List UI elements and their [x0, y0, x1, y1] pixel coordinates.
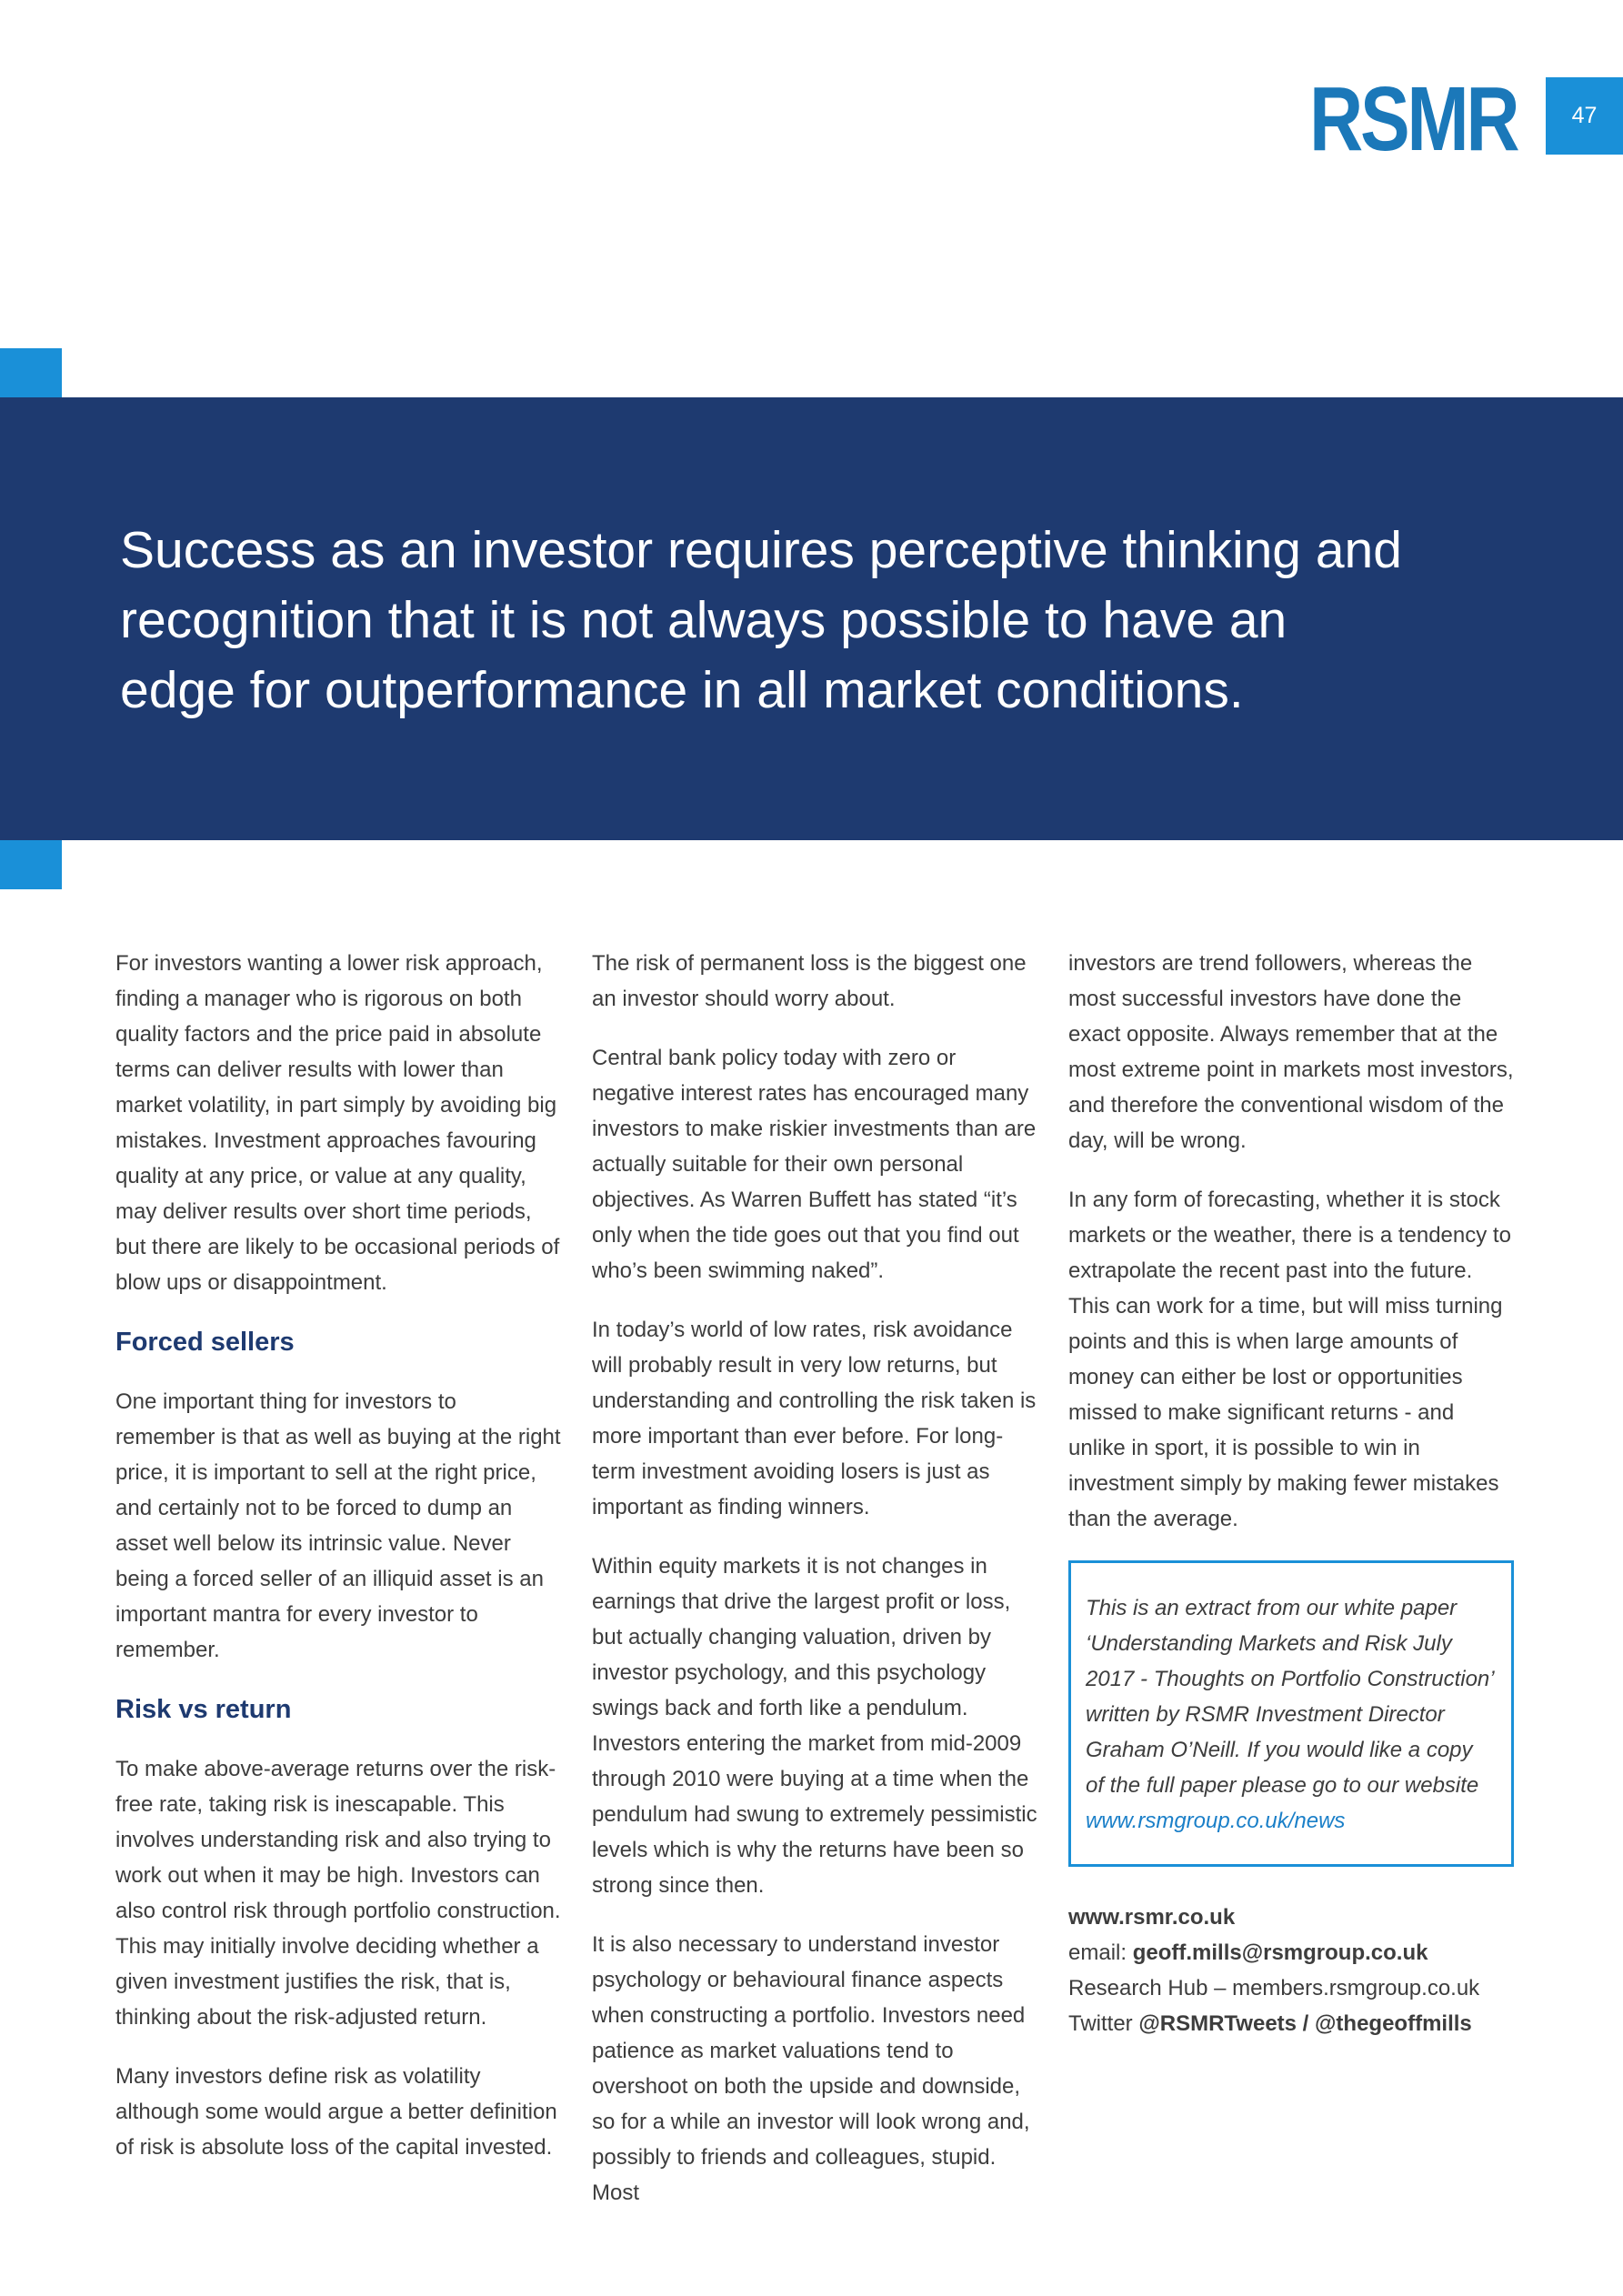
paragraph: In today’s world of low rates, risk avoidance will probably result in very low returns, but understanding and controlling the risk taken is more important than ever before. For long-term investment avoiding losers is just as important as finding winners.: [592, 1318, 1037, 1519]
accent-block-top: [0, 348, 62, 397]
twitter-label: Twitter: [1068, 2011, 1133, 2036]
page-number: 47: [1546, 77, 1623, 155]
section-heading-forced-sellers: Forced sellers: [115, 1328, 295, 1357]
email-label: email:: [1068, 1940, 1127, 1965]
extract-link[interactable]: www.rsmgroup.co.uk/news: [1086, 1809, 1346, 1833]
twitter-handles[interactable]: @RSMRTweets / @thegeoffmills: [1138, 2011, 1472, 2036]
paragraph: It is also necessary to understand investor psychology or behavioural finance aspects when constructing a portfolio. Investors need patience as market valuations tend to overshoot on both the upside and downside, so for a while an investor will look wrong and, possibly to friends and colleagues, stupid. Most: [592, 1932, 1030, 2205]
quote-banner: [0, 397, 1623, 840]
text-column-1: [115, 946, 561, 2189]
rsmr-logo: RSMR: [1309, 68, 1518, 170]
pull-quote: Success as an investor requires perceptive thinking and recognition that it is not always possible to have an edge for outperformance in all market conditions.: [120, 521, 1402, 719]
section-heading-risk-vs-return: Risk vs return: [115, 1695, 292, 1724]
contact-details: [1068, 1900, 1514, 2041]
paragraph: The risk of permanent loss is the biggest one an investor should worry about.: [592, 951, 1027, 1011]
email-link[interactable]: geoff.mills@rsmgroup.co.uk: [1132, 1940, 1428, 1965]
paragraph: investors are trend followers, whereas the most successful investors have done the exact opposite. Always remember that at the most extreme point in markets most investors, and therefore the conventional wisdom of the day, will be wrong.: [1068, 951, 1514, 1153]
paragraph: Central bank policy today with zero or negative interest rates has encouraged many investors to make riskier investments than are actually suitable for their own personal objectives. As Warren Buffett has stated “it’s only when the tide goes out that you find out who’s been swimming naked”.: [592, 1046, 1037, 1283]
paragraph: For investors wanting a lower risk approach, finding a manager who is rigorous on both quality factors and the price paid in absolute terms can deliver results with lower than market volatility, in part simply by avoiding big mistakes. Investment approaches favouring quality at any price, or value at any quality, may deliver results over short time periods, but there are likely to be occasional periods of blow ups or disappointment.: [115, 951, 560, 1295]
paragraph: Many investors define risk as volatility although some would argue a better definition of risk is absolute loss of the capital invested.: [115, 2064, 557, 2160]
paragraph: Within equity markets it is not changes in earnings that drive the largest profit or loss, but actually changing valuation, driven by investor psychology, and this psychology swings back and forth like a pendulum. Investors entering the market from mid-2009 through 2010 were buying at a time when the pendulum had swung to extremely pessimistic levels which is why the returns have been so strong since then.: [592, 1554, 1037, 1898]
research-hub-text: Research Hub – members.rsmgroup.co.uk: [1068, 1976, 1480, 2000]
accent-block-bottom: [0, 840, 62, 889]
website-link[interactable]: www.rsmr.co.uk: [1068, 1905, 1236, 1930]
text-column-3: [1068, 946, 1514, 2041]
extract-text: This is an extract from our white paper ‘Understanding Markets and Risk July 2017 - Thoughts on Portfolio Construction’ written by RSMR Investment Director Graham O’Neill. If you would like a copy of the full paper please go to our website: [1086, 1596, 1494, 1798]
paragraph: In any form of forecasting, whether it is stock markets or the weather, there is a tendency to extrapolate the recent past into the future. This can work for a time, but will miss turning points and this is when large amounts of money can either be lost or opportunities missed to make significant returns - and unlike in sport, it is possible to win in investment simply by making fewer mistakes than the average.: [1068, 1188, 1511, 1531]
paragraph: One important thing for investors to remember is that as well as buying at the right price, it is important to sell at the right price, and certainly not to be forced to dump an asset well below its intrinsic value. Never being a forced seller of an illiquid asset is an important mantra for every investor to remember.: [115, 1389, 561, 1662]
text-column-2: [592, 946, 1037, 2234]
extract-callout-box: [1068, 1560, 1514, 1867]
paragraph: To make above-average returns over the risk-free rate, taking risk is inescapable. This involves understanding risk and also trying to work out when it may be high. Investors can also control risk through portfolio construction. This may initially involve deciding whether a given investment justifies the risk, that is, thinking about the risk-adjusted return.: [115, 1757, 561, 2030]
